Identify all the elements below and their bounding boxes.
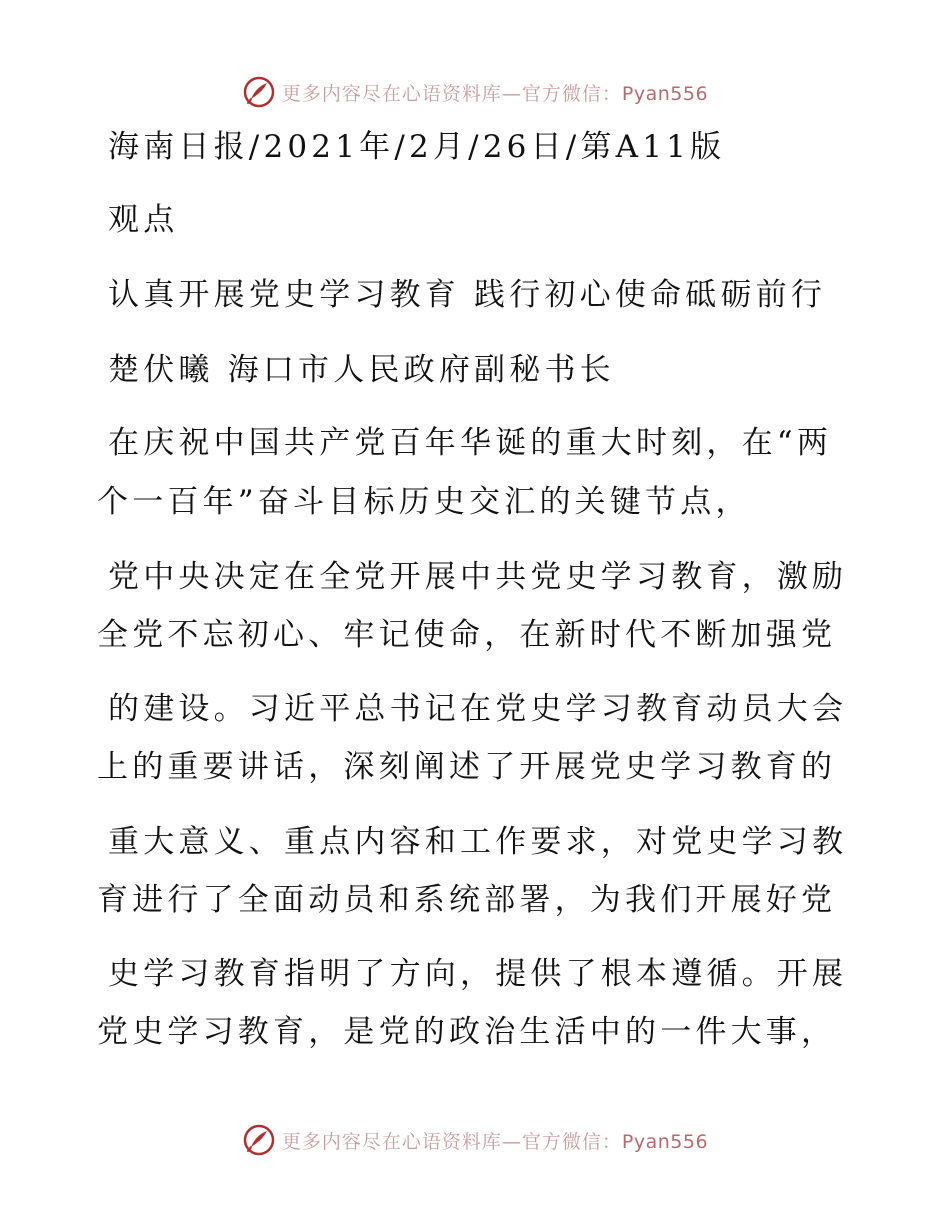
source-line: 海南日报/2021年/2月/26日/第A11版 bbox=[108, 129, 726, 165]
body-line: 全党不忘初心、牢记使命，在新时代不断加强党 bbox=[97, 617, 837, 653]
body-line: 在庆祝中国共产党百年华诞的重大时刻，在“两 bbox=[108, 425, 833, 461]
body-line: 党史学习教育，是党的政治生活中的一件大事， bbox=[97, 1014, 837, 1050]
body-line: 重大意义、重点内容和工作要求，对党史学习教 bbox=[108, 824, 848, 860]
watermark-footer bbox=[0, 1120, 950, 1160]
watermark-wechat-id: Pyan556 bbox=[621, 82, 709, 105]
article-title: 认真开展党史学习教育 践行初心使命砥砺前行 bbox=[108, 277, 827, 313]
body-line: 上的重要讲话，深刻阐述了开展党史学习教育的 bbox=[97, 749, 837, 785]
watermark-wechat-id: Pyan556 bbox=[621, 1130, 709, 1153]
watermark-header bbox=[0, 72, 950, 112]
body-line: 个一百年”奋斗目标历史交汇的关键节点， bbox=[97, 484, 751, 520]
watermark-text: 更多内容尽在心语资料库—官方微信：Pyan556 bbox=[281, 1130, 709, 1153]
article-byline: 楚伏曦 海口市人民政府副秘书长 bbox=[108, 352, 615, 388]
body-line: 党中央决定在全党开展中共党史学习教育，激励 bbox=[108, 559, 848, 595]
section-label: 观点 bbox=[108, 202, 179, 238]
quill-logo-icon bbox=[242, 75, 276, 109]
quill-logo-icon bbox=[242, 1123, 276, 1157]
body-line: 史学习教育指明了方向，提供了根本遵循。开展 bbox=[108, 956, 848, 992]
body-line: 育进行了全面动员和系统部署，为我们开展好党 bbox=[97, 882, 837, 918]
watermark-text: 更多内容尽在心语资料库—官方微信：Pyan556 bbox=[281, 82, 709, 105]
body-line: 的建设。习近平总书记在党史学习教育动员大会 bbox=[108, 691, 848, 727]
